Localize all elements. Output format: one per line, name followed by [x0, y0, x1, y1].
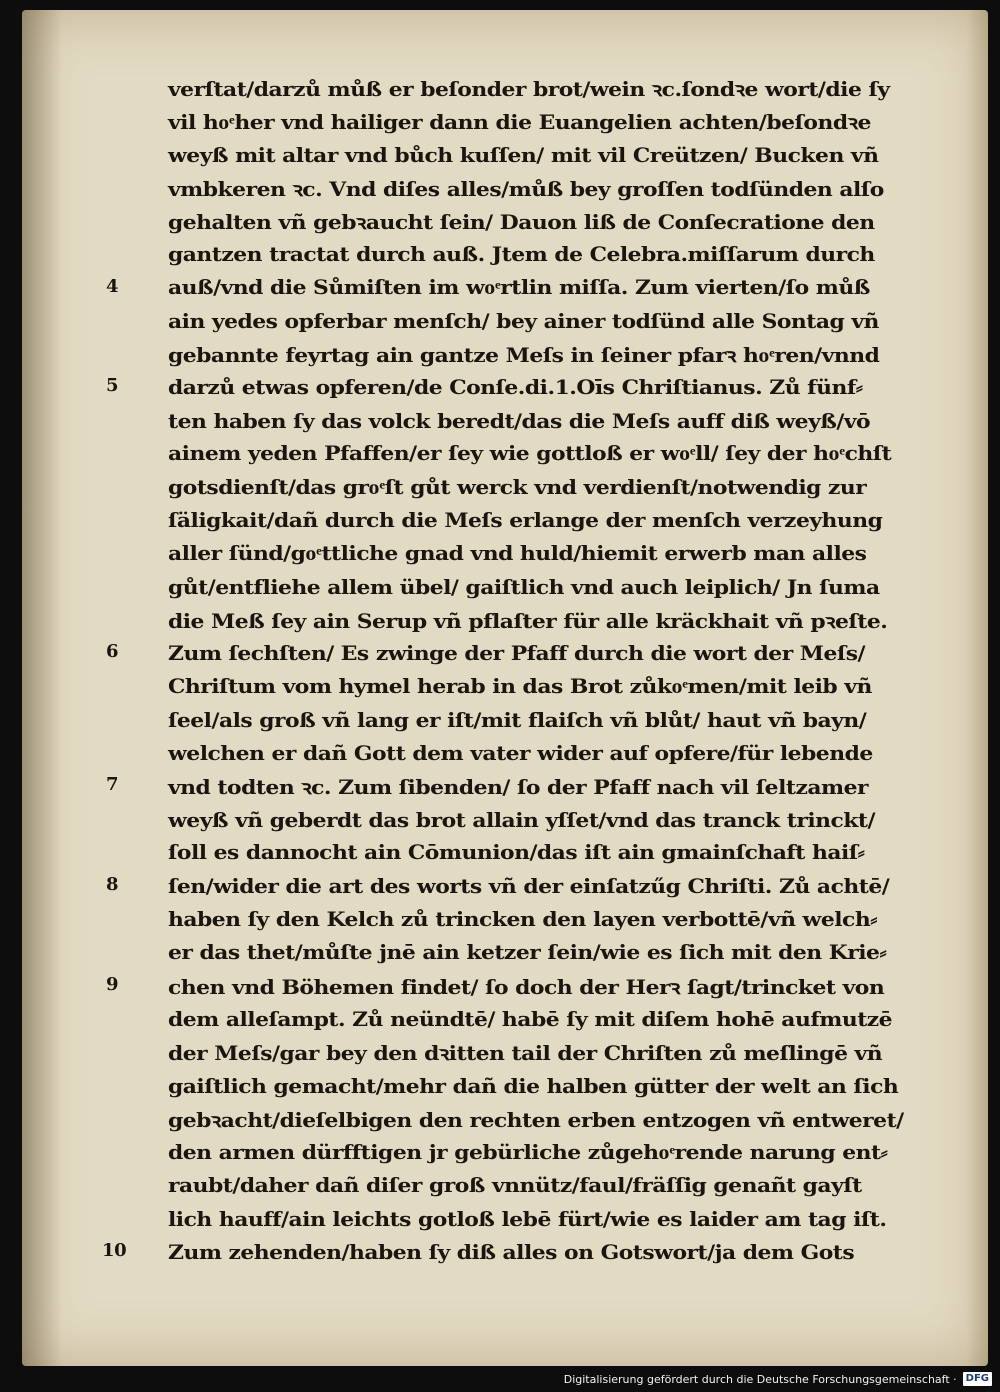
text-line: der Meſs/gar bey den dꝛitten tail der Chriſten zů meſlingē vñ — [168, 1042, 883, 1066]
marginal-number: 5 — [105, 375, 119, 397]
text-line: weyß vñ geberdt das brot allain yſſet/vnd das tranck trinckt/ — [168, 808, 875, 832]
text-line: ten haben ſy das volck beredt/das die Meſs auff diß weyß/vō — [168, 409, 871, 433]
text-line: darzů etwas opferen/de Conſe.di.1.Oīs Chriſtianus. Zů fünf⸗ 5 — [168, 371, 908, 404]
text-line: auß/vnd die Sůmiſten im woͤrtlin miſſa. Zum vierten/ſo můß 4 — [168, 272, 908, 305]
marginal-number: 6 — [105, 641, 119, 663]
text-line: gaiſtlich gemacht/mehr dañ die halben gütter der welt an ſich — [168, 1074, 899, 1098]
marginal-number: 4 — [105, 275, 119, 297]
footer — [564, 1370, 992, 1388]
marginal-number: 9 — [105, 973, 119, 995]
text-line: gotsdienſt/das groͤſt gůt werck vnd verdienſt/notwendig zur — [168, 475, 867, 499]
text-line: verſtat/darzů můß er beſonder brot/wein ꝛc.ſondꝛe wort/die ſy — [168, 78, 890, 102]
text-line: ſeel/als groß vñ lang er iſt/mit flaiſch vñ blůt/ haut vñ bayn/ — [168, 708, 867, 732]
text-line: chen vnd Böhemen findet/ ſo doch der Herꝛ ſagt/trincket von 9 — [168, 970, 908, 1003]
text-line: er das thet/můſte jnē ain ketzer ſein/wie es ſich mit den Krie⸗ — [168, 941, 887, 965]
text-line: gantzen tractat durch auß. Jtem de Celebra.miſſarum durch — [168, 243, 875, 267]
text-line: Zum ſechſten/ Es zwinge der Pfaff durch die wort der Meſs/ 6 — [168, 637, 908, 670]
text-line: vil hoͤher vnd hailiger dann die Euangelien achten/beſondꝛe — [168, 111, 871, 135]
marginal-number: 7 — [105, 774, 119, 796]
marginal-number: 10 — [102, 1239, 127, 1261]
text-line: ſen/wider die art des worts vñ der einſatzűg Chriſti. Zů achtē/ 8 — [168, 870, 908, 903]
text-line: gehalten vñ gebꝛaucht ſein/ Dauon liß de Conſecratione den — [168, 211, 875, 235]
text-line: vmbkeren ꝛc. Vnd diſes alles/můß bey groſſen todſünden alſo — [168, 177, 884, 201]
marginal-number: 8 — [105, 874, 119, 895]
scanned-page — [22, 10, 988, 1366]
text-line: ſäligkait/dañ durch die Meſs erlange der menſch verzeyhung — [168, 509, 883, 533]
text-line: die Meß ſey ain Serup vñ pflaſter für alle kräckhait vñ pꝛeſte. — [168, 610, 888, 634]
text-line: Zum zehenden/haben ſy diß alles on Gotswort/ja dem Gots 10 — [102, 1239, 855, 1264]
text-block — [102, 72, 908, 1269]
text-line: gebꝛacht/dieſelbigen den rechten erben entzogen vñ entweret/ — [168, 1108, 904, 1132]
text-line: haben ſy den Kelch zů trincken den layen verbottē/vñ welch⸗ — [168, 907, 877, 931]
text-line: aller ſünd/goͤttliche gnad vnd huld/hiemit erwerb man alles — [168, 542, 867, 566]
text-line: vnd todten ꝛc. Zum ſibenden/ ſo der Pfaff nach vil ſeltzamer 7 — [168, 770, 908, 803]
text-line: gůt/entfliehe allem übel/ gaiſtlich vnd auch leiplich/ Jn ſuma — [168, 575, 880, 599]
text-line: welchen er dañ Gott dem vater wider auf opfere/für lebende — [168, 742, 873, 766]
text-line: lich hauff/ain leichts gotloß lebē fürt/wie es laider am tag iſt. — [168, 1207, 887, 1231]
text-line: weyß mit altar vnd bůch kuſſen/ mit vil Creützen/ Bucken vñ — [168, 143, 879, 167]
funding-note: Digitalisierung gefördert durch die Deutsche Forschungsgemeinschaft · — [563, 1372, 957, 1386]
text-line: ainem yeden Pfaffen/er ſey wie gottloß er woͤll/ ſey der hoͤchſt — [168, 442, 892, 466]
dfg-logo: DFG — [963, 1372, 992, 1386]
text-line: raubt/daher dañ diſer groß vnnütz/faul/fräſſig genañt gayſt — [168, 1174, 862, 1198]
text-line: Chriſtum vom hymel herab in das Brot zůkoͤmen/mit leib vñ — [168, 675, 872, 699]
text-line: dem alleſampt. Zů neündtē/ habē ſy mit diſem hohē aufmutzē — [168, 1008, 893, 1032]
text-line: ain yedes opferbar menſch/ bey ainer todſünd alle Sontag vñ — [168, 309, 879, 333]
text-line: gebannte feyrtag ain gantze Meſs in ſeiner pfarꝛ hoͤren/vnnd — [168, 344, 880, 368]
text-line: ſoll es dannocht ain Cōmunion/das iſt ain gmainſchaft haiſ⸗ — [168, 841, 865, 865]
text-line: den armen dürfftigen jr gebürliche zůgehoͤrende narung ent⸗ — [168, 1140, 888, 1164]
